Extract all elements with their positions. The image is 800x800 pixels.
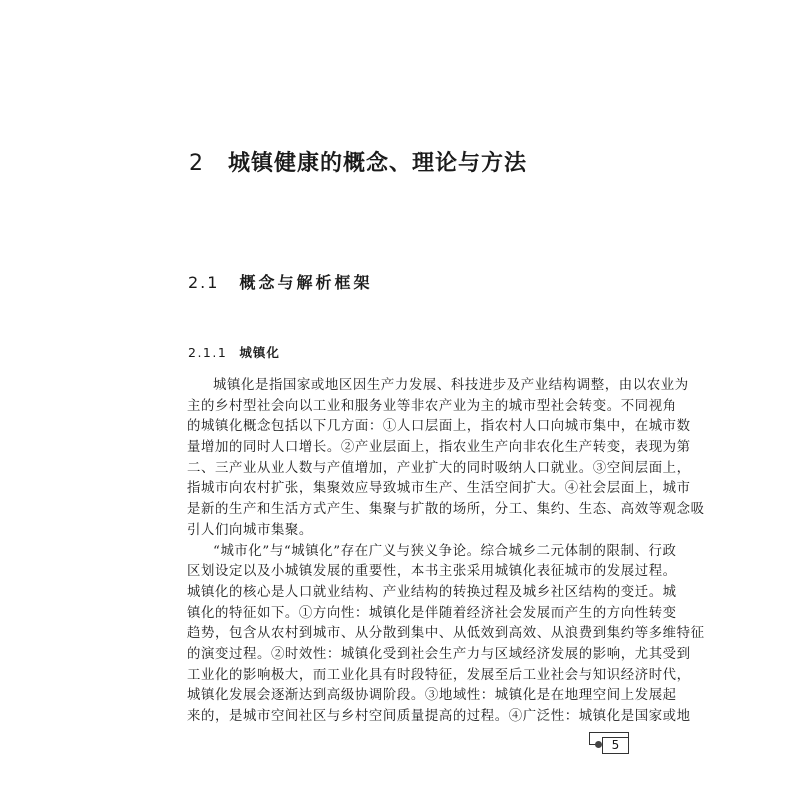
section-number: 2.1 (188, 273, 220, 292)
page-number: 5 (602, 737, 629, 754)
chapter-title: 城镇健康的概念、理论与方法 (228, 151, 528, 176)
chapter-number: 2 (189, 151, 204, 176)
paragraph-line: 的演变过程。②时效性：城镇化受到社会生产力与区域经济发展的影响，尤其受到 (187, 646, 691, 662)
paragraph-line: 的城镇化概念包括以下几方面：①人口层面上，指农村人口向城市集中，在城市数 (187, 419, 691, 435)
paragraph-line: 工业化的影响极大，而工业化具有时段特征，发展至后工业社会与知识经济时代， (187, 667, 691, 683)
dot-ornament-icon (595, 741, 602, 748)
paragraph-line: 主的乡村型社会向以工业和服务业等非农产业为主的城市型社会转变。不同视角 (187, 398, 677, 414)
subsection-title: 城镇化 (239, 345, 280, 360)
paragraph-line: 量增加的同时人口增长。②产业层面上，指农业生产向非农化生产转变，表现为第 (187, 440, 691, 456)
paragraph-line: 城镇化的核心是人口就业结构、产业结构的转换过程及城乡社区结构的变迁。城 (187, 584, 677, 600)
paragraph-line: 来的，是城市空间社区与乡村空间质量提高的过程。④广泛性：城镇化是国家或地 (187, 709, 691, 724)
subsection-number: 2.1.1 (188, 345, 228, 360)
paragraph-line: 趋势，包含从农村到城市、从分散到集中、从低效到高效、从浪费到集约等多维特征 (187, 626, 705, 642)
paragraph-line: 指城市向农村扩张，集聚效应导致城市生产、生活空间扩大。④社会层面上，城市 (187, 481, 691, 497)
section-title: 概念与解析框架 (239, 273, 373, 292)
paragraph-line: 二、三产业从业人数与产值增加，产业扩大的同时吸纳人口就业。③空间层面上， (187, 460, 691, 476)
paragraph-line: 区划设定以及小城镇发展的重要性，本书主张采用城镇化表征城市的发展过程。 (187, 564, 677, 580)
paragraph-line: 镇化的特征如下。①方向性：城镇化是伴随着经济社会发展而产生的方向性转变 (187, 605, 677, 621)
subsection-heading (188, 344, 280, 362)
chapter-heading (189, 150, 527, 178)
paragraph-line: 城镇化发展会逐渐达到高级协调阶段。③地域性：城镇化是在地理空间上发展起 (187, 688, 677, 704)
body-text (187, 376, 705, 728)
paragraph-line: “城市化”与“城镇化”存在广义与狭义争论。综合城乡二元体制的限制、行政 (213, 543, 677, 559)
section-heading (188, 272, 372, 294)
paragraph-line: 引人们向城市集聚。 (187, 522, 313, 538)
paragraph-line: 城镇化是指国家或地区因生产力发展、科技进步及产业结构调整，由以农业为 (213, 378, 689, 393)
paragraph-line: 是新的生产和生活方式产生、集聚与扩散的场所，分工、集约、生态、高效等观念吸 (187, 502, 705, 518)
page-number-ornament (589, 732, 631, 754)
